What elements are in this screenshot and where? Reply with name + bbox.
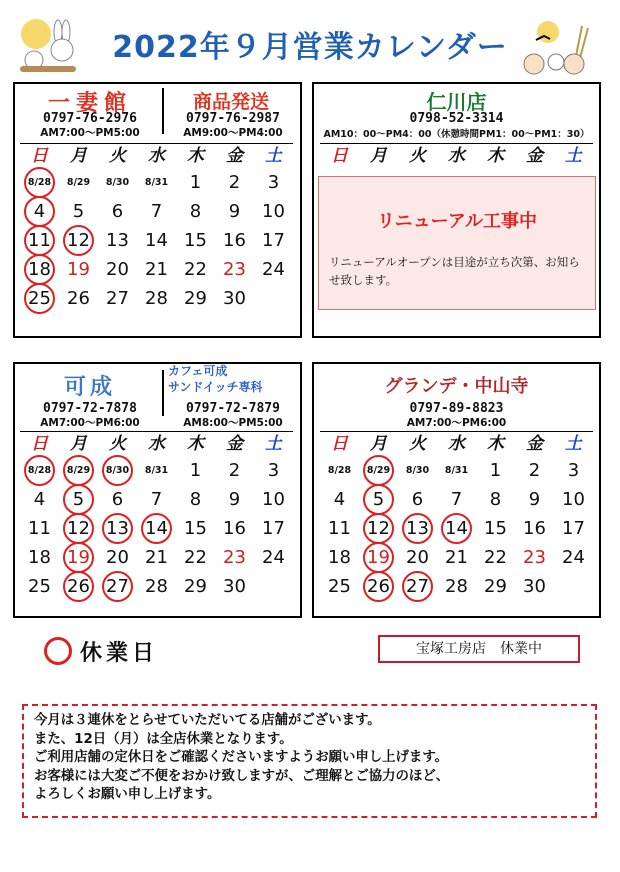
- calendar-day-closed: 27: [98, 572, 137, 601]
- weekday-header-nigawa: [320, 143, 593, 168]
- calendar-day-closed: 8/29: [359, 456, 398, 485]
- tsukimi-illustration: [512, 18, 598, 80]
- calendar-day-closed: 11: [20, 226, 59, 255]
- calendar-day: 10: [262, 201, 285, 222]
- calendar-day: 6: [111, 489, 124, 510]
- calendar-day: 20: [406, 547, 429, 568]
- calendar-day: 13: [106, 230, 129, 251]
- calendar-day: 24: [262, 259, 285, 280]
- store-name-grande: グランデ・中山寺: [384, 376, 529, 397]
- calendar-day: 15: [184, 518, 207, 539]
- calendar-day: 8: [189, 201, 202, 222]
- calendar-day: 17: [262, 518, 285, 539]
- weekday-header: 日: [320, 431, 359, 456]
- calendar-day: 8: [189, 489, 202, 510]
- store-name-nigawa: 仁川店: [426, 90, 487, 114]
- store-name-ichiyakan: 一妻館: [47, 91, 132, 116]
- calendar-day: 2: [228, 172, 241, 193]
- store-name-cafe-line2: サンドイッチ専科: [168, 380, 263, 394]
- calendar-day: 6: [411, 489, 424, 510]
- holiday-circle-icon: [44, 637, 72, 665]
- hours-ichiyakan: AM7:00～PM5:00: [40, 127, 140, 139]
- divider: [162, 88, 164, 134]
- calendar-day: 15: [484, 518, 507, 539]
- calendar-day: 14: [145, 230, 168, 251]
- calendar-day: 2: [528, 460, 541, 481]
- calendar-day: 9: [528, 489, 541, 510]
- weekday-header: 火: [98, 143, 137, 168]
- calendar-day: 30: [223, 288, 246, 309]
- calendar-day: 21: [145, 547, 168, 568]
- weekday-header: 木: [476, 143, 515, 168]
- weekday-header: 水: [137, 143, 176, 168]
- calendar-grid-grande: [320, 431, 593, 601]
- hours-nigawa: AM10：00～PM4：00（休憩時間PM1：00～PM1：30）: [323, 129, 590, 140]
- calendar-day: 5: [72, 201, 85, 222]
- notice-line: 今月は３連休をとらせていただいてる店舗がございます。: [34, 713, 381, 728]
- calendar-day: 11: [328, 518, 351, 539]
- phone-cafe: 0797-72-7879: [186, 401, 280, 416]
- calendar-day: 18: [28, 547, 51, 568]
- weekday-header: 火: [398, 143, 437, 168]
- calendar-day: 16: [523, 518, 546, 539]
- calendar-day: 8/30: [405, 465, 430, 476]
- phone-nigawa: 0798-52-3314: [409, 111, 504, 126]
- store-name-cafe-line1: カフェ可成: [168, 364, 228, 378]
- calendar-day: 28: [145, 576, 168, 597]
- calendar-day-closed: 8/30: [98, 456, 137, 485]
- weekday-header: 木: [176, 431, 215, 456]
- calendar-day: 4: [333, 489, 346, 510]
- renewal-title: リニューアル工事中: [376, 211, 538, 232]
- notice-box: [22, 704, 597, 818]
- calendar-day-closed: 8/28: [20, 168, 59, 197]
- calendar-day: 24: [262, 547, 285, 568]
- weekday-header: 月: [359, 143, 398, 168]
- hours-kanari: AM7:00～PM6:00: [40, 417, 140, 429]
- calendar-day: 19: [67, 259, 90, 280]
- hours-cafe: AM8:00～PM5:00: [183, 417, 283, 429]
- calendar-day: 23: [223, 259, 246, 280]
- calendar-day: 21: [445, 547, 468, 568]
- weekday-header: 土: [254, 431, 293, 456]
- calendar-day-closed: 25: [20, 284, 59, 313]
- calendar-day: 7: [150, 201, 163, 222]
- calendar-day: 4: [33, 489, 46, 510]
- calendar-day: 24: [562, 547, 585, 568]
- calendar-day: 21: [145, 259, 168, 280]
- calendar-day-closed: 4: [20, 197, 59, 226]
- divider: [162, 370, 164, 416]
- weekday-header: 土: [554, 143, 593, 168]
- weekday-header: 月: [359, 431, 398, 456]
- calendar-day: 6: [111, 201, 124, 222]
- calendar-day: 7: [150, 489, 163, 510]
- notice-line: よろしくお願い申し上げます。: [34, 787, 221, 802]
- calendar-day-closed: 18: [20, 255, 59, 284]
- calendar-day: 10: [562, 489, 585, 510]
- weekday-header: 金: [215, 431, 254, 456]
- calendar-day: 26: [67, 288, 90, 309]
- weekday-header: 金: [215, 143, 254, 168]
- calendar-day: 23: [523, 547, 546, 568]
- calendar-day: 29: [184, 288, 207, 309]
- phone-shohin: 0797-76-2987: [186, 111, 280, 126]
- weekday-header: 日: [20, 431, 59, 456]
- weekday-header: 金: [515, 431, 554, 456]
- calendar-day: 10: [262, 489, 285, 510]
- weekday-header: 水: [137, 431, 176, 456]
- calendar-day-closed: 12: [59, 226, 98, 255]
- calendar-day: 18: [328, 547, 351, 568]
- calendar-day: 3: [267, 460, 280, 481]
- weekday-header: 木: [176, 143, 215, 168]
- calendar-day: 8/31: [144, 465, 169, 476]
- calendar-grid-ichiyakan: [20, 143, 293, 313]
- hours-grande: AM7:00～PM6:00: [406, 417, 507, 429]
- calendar-day: 28: [145, 288, 168, 309]
- calendar-day: 25: [28, 576, 51, 597]
- calendar-day: 7: [450, 489, 463, 510]
- calendar-day: 20: [106, 259, 129, 280]
- calendar-day: 8/31: [144, 177, 169, 188]
- notice-line: また、12日（月）は全店休業となります。: [34, 731, 293, 747]
- hours-shohin: AM9:00～PM4:00: [183, 127, 283, 139]
- calendar-day: 22: [184, 259, 207, 280]
- closed-store-notice: 宝塚工房店 休業中: [378, 635, 580, 663]
- weekday-header: 月: [59, 431, 98, 456]
- calendar-day: 1: [189, 460, 202, 481]
- calendar-day: 1: [489, 460, 502, 481]
- weekday-header: 木: [476, 431, 515, 456]
- calendar-day: 2: [228, 460, 241, 481]
- weekday-header: 月: [59, 143, 98, 168]
- weekday-header: 日: [320, 143, 359, 168]
- calendar-day-closed: 13: [98, 514, 137, 543]
- calendar-day: 9: [228, 201, 241, 222]
- notice-line: ご利用店舗の定休日をご確認くださいますようお願い申し上げます。: [34, 750, 449, 765]
- weekday-header: 金: [515, 143, 554, 168]
- calendar-day-closed: 12: [359, 514, 398, 543]
- calendar-day-closed: 12: [59, 514, 98, 543]
- calendar-day-closed: 14: [137, 514, 176, 543]
- weekday-header: 火: [398, 431, 437, 456]
- calendar-day: 8: [489, 489, 502, 510]
- calendar-day-closed: 8/29: [59, 456, 98, 485]
- calendar-grid-kanari: [20, 431, 293, 601]
- calendar-day: 16: [223, 518, 246, 539]
- calendar-day-closed: 19: [359, 543, 398, 572]
- calendar-day: 3: [567, 460, 580, 481]
- calendar-day: 30: [523, 576, 546, 597]
- calendar-day-closed: 8/28: [20, 456, 59, 485]
- weekday-header: 火: [98, 431, 137, 456]
- weekday-header: 土: [254, 143, 293, 168]
- calendar-day-closed: 26: [59, 572, 98, 601]
- calendar-day: 8/28: [327, 465, 352, 476]
- weekday-header: 水: [437, 431, 476, 456]
- calendar-day-closed: 5: [359, 485, 398, 514]
- calendar-day: 3: [267, 172, 280, 193]
- phone-kanari: 0797-72-7878: [43, 401, 137, 416]
- calendar-day-closed: 13: [398, 514, 437, 543]
- weekday-header: 水: [437, 143, 476, 168]
- calendar-day: 1: [189, 172, 202, 193]
- store-name-shohin: 商品発送: [192, 91, 269, 113]
- calendar-day: 27: [106, 288, 129, 309]
- calendar-day: 22: [484, 547, 507, 568]
- calendar-day-closed: 5: [59, 485, 98, 514]
- calendar-day-closed: 26: [359, 572, 398, 601]
- calendar-day: 8/30: [105, 177, 130, 188]
- calendar-day: 17: [562, 518, 585, 539]
- page-title: 2022年９月営業カレンダー: [112, 30, 508, 65]
- calendar-day: 30: [223, 576, 246, 597]
- phone-grande: 0797-89-8823: [409, 401, 504, 416]
- calendar-day: 29: [484, 576, 507, 597]
- calendar-day: 8/29: [66, 177, 91, 188]
- calendar-day-closed: 19: [59, 543, 98, 572]
- phone-ichiyakan: 0797-76-2976: [43, 111, 137, 126]
- notice-line: お客様には大変ご不便をおかけ致しますが、ご理解とご協力のほど、: [34, 768, 450, 784]
- store-name-kanari: 可成: [63, 375, 116, 400]
- renewal-notice: [318, 176, 596, 310]
- calendar-day-closed: 14: [437, 514, 476, 543]
- calendar-day: 9: [228, 489, 241, 510]
- weekday-header: 日: [20, 143, 59, 168]
- calendar-day: 20: [106, 547, 129, 568]
- weekday-header: 土: [554, 431, 593, 456]
- calendar-day: 28: [445, 576, 468, 597]
- calendar-day: 16: [223, 230, 246, 251]
- renewal-note: リニューアルオープンは目途が立ち次第、お知らせ致します。: [329, 255, 580, 287]
- calendar-day: 15: [184, 230, 207, 251]
- calendar-day: 29: [184, 576, 207, 597]
- calendar-day: 8/31: [444, 465, 469, 476]
- calendar-day: 11: [28, 518, 51, 539]
- calendar-day: 22: [184, 547, 207, 568]
- calendar-day: 25: [328, 576, 351, 597]
- legend-label: 休業日: [80, 641, 159, 666]
- calendar-day: 23: [223, 547, 246, 568]
- calendar-day-closed: 27: [398, 572, 437, 601]
- calendar-day: 17: [262, 230, 285, 251]
